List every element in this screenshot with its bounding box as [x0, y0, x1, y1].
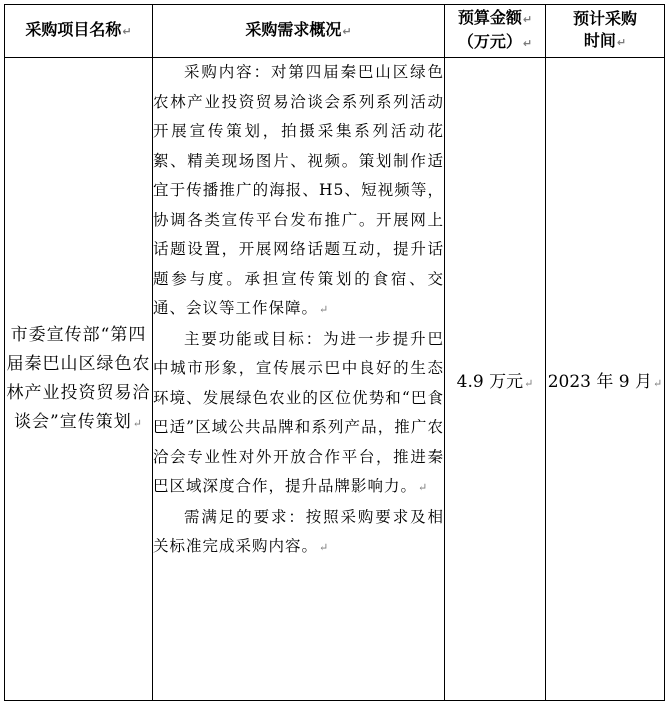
paragraph-mark-icon: ↵ [319, 541, 330, 554]
paragraph-mark-icon: ↵ [653, 376, 663, 390]
paragraph-mark-icon: ↵ [524, 376, 534, 390]
paragraph-mark-icon: ↵ [418, 481, 429, 494]
procurement-table [4, 4, 665, 701]
paragraph-mark-icon: ↵ [319, 303, 330, 316]
paragraph-mark-icon: ↵ [132, 416, 143, 430]
paragraph-mark-icon: ↵ [522, 37, 533, 50]
header-requirements: 采购需求概况↵ [153, 5, 445, 58]
time-cell: 2023 年 9 月↵ [546, 58, 665, 701]
header-budget: 预算金额↵ （万元）↵ [445, 5, 546, 58]
project-name-cell: 市委宣传部“第四届秦巴山区绿色农林产业投资贸易洽谈会”宣传策划↵ [5, 58, 153, 701]
paragraph-mark-icon: ↵ [342, 25, 352, 38]
header-row [5, 5, 665, 58]
header-time: 预计采购 时间↵ [546, 5, 665, 58]
requirements-cell [153, 58, 445, 701]
procurement-content-paragraph: 采购内容：对第四届秦巴山区绿色农林产业投资贸易洽谈会系列系列活动开展宣传策划，拍摄采集系列活动花絮、精美现场图片、视频。策划制作适宜于传播推广的海报、H5、短视频等，协调各类宣传平台发布推广。开展网上话题设置，开展网络话题互动，提升话题参与度。承担宣传策划的食宿、交通、会议等工作保障。↵ [153, 63, 444, 317]
table-row [5, 58, 665, 701]
header-project-name: 采购项目名称↵ [5, 5, 153, 58]
goals-paragraph: 主要功能或目标：为进一步提升巴中城市形象，宣传展示巴中良好的生态环境、发展绿色农业的区位优势和“巴食巴适”区域公共品牌和系列产品，推广农洽会专业性对外开放合作平台，推进秦巴区域深度合作，提升品牌影响力。↵ [153, 329, 444, 495]
requirements-paragraph: 需满足的要求：按照采购要求及相关标准完成采购内容。↵ [153, 507, 444, 555]
paragraph-mark-icon: ↵ [616, 36, 627, 49]
paragraph-mark-icon: ↵ [122, 25, 132, 38]
paragraph-mark-icon: ↵ [522, 13, 533, 26]
budget-cell: 4.9 万元↵ [445, 58, 546, 701]
